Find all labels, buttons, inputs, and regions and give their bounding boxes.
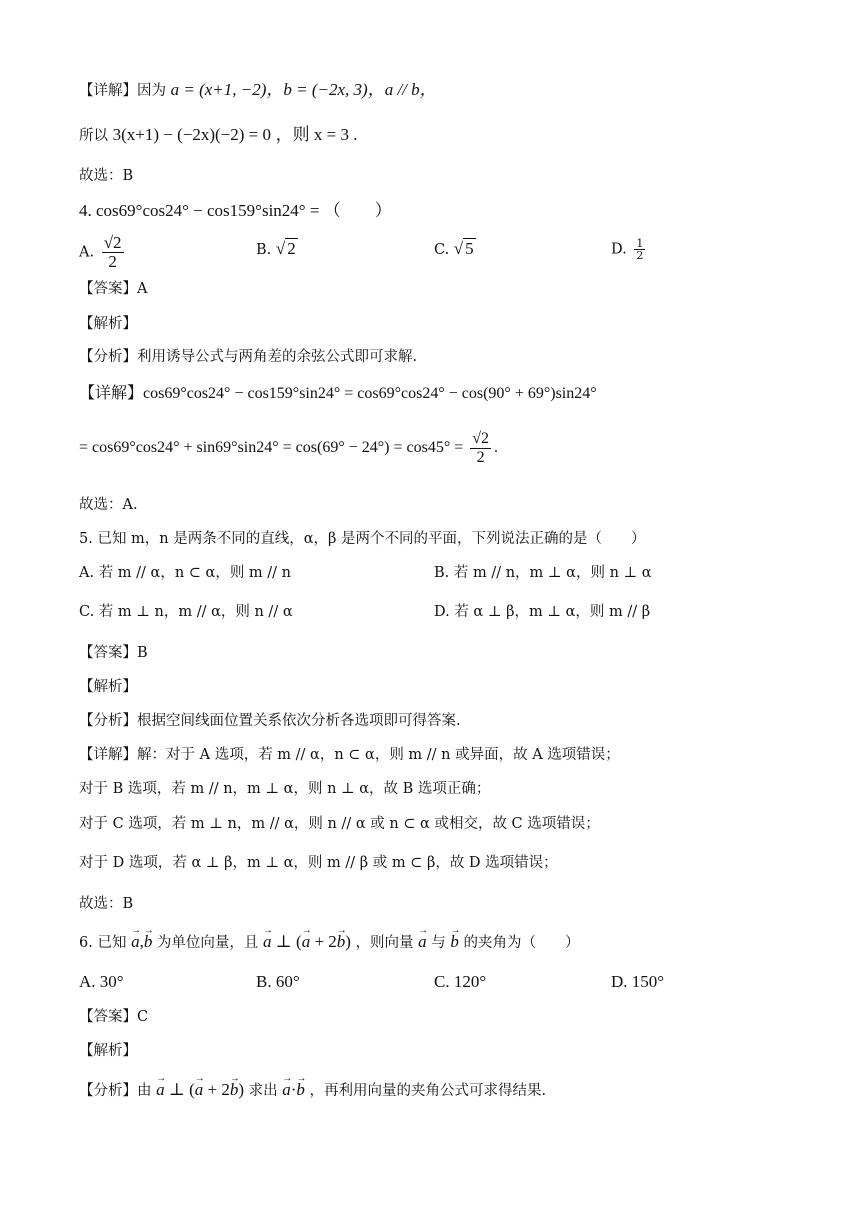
q6-option-d: D. 150° [611,972,665,991]
q6-perp-condition: → a ⊥ (→ a + 2→ b) [263,932,351,951]
radicand: 2 [287,239,296,258]
fraction-numerator: 1 [636,237,644,250]
detail-label: 【详解】因为 [79,83,166,99]
q4-detail-line2: = cos69°cos24° + sin69°sin24° = cos(69° − 24°) = cos45° = $\frac{√2}{2}$ . [79,430,499,466]
q3-equation: 3(x+1) − (−2x)(−2) = 0 [112,125,272,144]
fraction [634,238,645,261]
q4-parse-heading: 【解析】 [79,316,137,332]
vector-a: → a [418,932,427,951]
q6-stem-post: ，则向量 [355,935,414,951]
fraction-numerator: √2 [103,233,122,252]
q4-stem: 4. cos69°cos24° − cos159°sin24° = （ ） [79,201,392,220]
q6-analysis-prefix: 【分析】由 [79,1083,152,1099]
q5-option-d: D. 若 α ⊥ β，m ⊥ α，则 m // β [434,604,651,620]
q6-option-b: B. 60° [256,972,300,991]
q6-stem-prefix: 6. 已知 [79,935,127,951]
fraction-numerator: √2 [472,430,490,447]
so-text: 所以 [79,128,108,144]
option-label: C. [434,242,450,258]
q5-parse-heading: 【解析】 [79,679,137,695]
q5-choice: 故选：B [79,896,134,912]
q5-option-a: A. 若 m // α，n ⊂ α，则 m // n [79,565,292,581]
sqrt-expression: √ 2 [275,239,296,258]
radicand: 5 [465,239,474,258]
q6-stem-middle: 为单位向量，且 [156,935,259,951]
option-label: D. [611,241,627,258]
option-label: A. [79,244,95,261]
q5-detail-c: 对于 C 选项，若 m ⊥ n，m // α，则 n // α 或 n ⊂ α 或相交，故 C 选项错误； [79,816,600,832]
fraction [470,430,491,467]
q4-choice: 故选：A. [79,497,138,513]
option-label: B. [256,242,272,258]
q5-option-b: B. 若 m // n，m ⊥ α，则 n ⊥ α [434,565,652,581]
q5-answer: 【答案】B [79,645,148,661]
q5-option-c: C. 若 m ⊥ n，m // α，则 n // α [79,604,293,620]
q3-result: ，则 x = 3 . [275,125,358,144]
q6-perp-condition: → a ⊥ (→ a + 2→ b) [156,1080,244,1099]
fraction-denominator: 2 [636,249,644,262]
q5-detail-d: 对于 D 选项，若 α ⊥ β，m ⊥ α，则 m // β 或 m ⊂ β，故 D 选项错误； [79,855,558,871]
q4-detail-expression: = cos69°cos24° + sin69°sin24° = cos(69° − 24°) = cos45° = [79,439,464,457]
q4-detail-line1: 【详解】cos69°cos24° − cos159°sin24° = cos69°cos24° − cos(90° + 69°)sin24° [79,385,597,402]
q6-stem [79,932,580,953]
q5-stem: 5. 已知 m，n 是两条不同的直线，α，β 是两个不同的平面，下列说法正确的是（ ） [79,531,646,547]
q6-option-a: A. 30° [79,972,124,991]
q6-analysis [79,1080,546,1101]
q5-analysis: 【分析】根据空间线面位置关系依次分析各选项即可得答案. [79,713,461,729]
q3-vector-equation: a = (x+1, −2)，b = (−2x, 3)，a // b， [170,80,437,99]
q6-stem-with: 与 [431,935,446,951]
q3-derivation [79,125,357,146]
vector-b: → b [450,932,459,951]
q6-stem-end: 的夹角为（ ） [463,935,580,951]
dot-product: → a·→ b [282,1080,305,1099]
q6-option-c: C. 120° [434,972,487,991]
q6-answer: 【答案】C [79,1009,149,1025]
q6-analysis-post: ，再利用向量的夹角公式可求得结果. [309,1083,547,1099]
sqrt-expression: √ 5 [453,239,474,258]
q4-option-d [611,238,648,261]
detail-line-q3 [79,80,437,101]
fraction-denominator: 2 [476,449,485,466]
q5-detail-a: 【详解】解：对于 A 选项，若 m // α，n ⊂ α，则 m // n 或异面，故 A 选项错误； [79,747,620,763]
q4-analysis: 【分析】利用诱导公式与两角差的余弦公式即可求解. [79,349,418,365]
fraction [102,234,124,271]
q6-analysis-middle: 求出 [248,1083,278,1099]
q6-parse-heading: 【解析】 [79,1043,137,1059]
q4-option-a [79,234,127,271]
q6-vectors-ab: → a,→ b [131,932,152,951]
q4-answer: 【答案】A [79,281,148,297]
q5-detail-b: 对于 B 选项，若 m // n，m ⊥ α，则 n ⊥ α，故 B 选项正确； [79,781,491,797]
fraction-denominator: 2 [108,252,117,271]
q3-choice: 故选：B [79,168,134,184]
q4-option-c [434,239,476,260]
q4-option-b [256,239,298,260]
